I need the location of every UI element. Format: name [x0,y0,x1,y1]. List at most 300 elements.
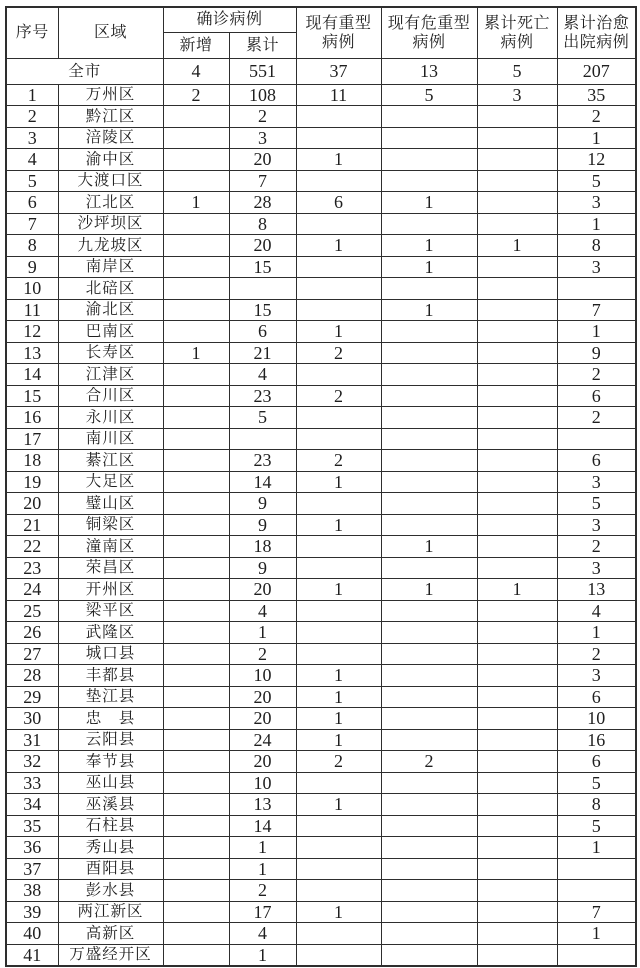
cured-cell: 12 [557,149,636,171]
cumulative-cases-cell: 4 [229,600,296,622]
severe-cases-cell: 2 [296,342,381,364]
seq-cell: 36 [6,837,58,859]
severe-cases-cell [296,106,381,128]
cumulative-cases-cell: 20 [229,149,296,171]
cumulative-cases-cell: 23 [229,450,296,472]
deaths-cell [477,686,557,708]
new-cases-cell [163,901,229,923]
deaths-cell [477,278,557,300]
new-cases-cell [163,450,229,472]
critical-cases-cell [381,514,477,536]
region-cell: 渝中区 [58,149,163,171]
cumulative-cases-cell: 7 [229,170,296,192]
table-row [6,901,636,923]
region-cell: 石柱县 [58,815,163,837]
severe-cases-cell [296,428,381,450]
deaths-cell [477,708,557,730]
cumulative-cases-cell: 23 [229,385,296,407]
new-cases-cell [163,729,229,751]
table-row [6,149,636,171]
severe-cases-cell [296,880,381,902]
new-cases-cell [163,858,229,880]
critical-cases-cell [381,127,477,149]
deaths-cell: 1 [477,235,557,257]
cumulative-cases-cell: 20 [229,235,296,257]
region-cell: 大足区 [58,471,163,493]
table-row [6,278,636,300]
table-row [6,708,636,730]
deaths-cell [477,665,557,687]
deaths-cell [477,493,557,515]
table-header [6,7,636,58]
deaths-cell [477,643,557,665]
table-row [6,342,636,364]
deaths-cell [477,106,557,128]
new-cases-cell [163,514,229,536]
table-row [6,772,636,794]
severe-cases-cell: 1 [296,579,381,601]
new-cases-cell [163,686,229,708]
seq-cell: 30 [6,708,58,730]
cured-cell: 2 [557,643,636,665]
critical-cases-cell [381,342,477,364]
severe-cases-cell [296,858,381,880]
seq-cell: 20 [6,493,58,515]
table-row [6,450,636,472]
cured-cell: 5 [557,493,636,515]
deaths-cell [477,364,557,386]
cured-cell: 6 [557,686,636,708]
region-cell: 万州区 [58,84,163,106]
critical-cases-cell [381,815,477,837]
critical-cases-cell: 1 [381,235,477,257]
column-header-new: 新增 [163,32,229,58]
deaths-cell [477,751,557,773]
critical-cases-cell: 13 [381,58,477,84]
new-cases-cell [163,944,229,966]
cumulative-cases-cell: 8 [229,213,296,235]
column-header-deaths-line2: 病例 [500,33,534,51]
region-cell: 巴南区 [58,321,163,343]
critical-cases-cell [381,600,477,622]
cured-cell: 6 [557,450,636,472]
critical-cases-cell [381,794,477,816]
cumulative-cases-cell: 24 [229,729,296,751]
table-row [6,643,636,665]
cured-cell: 2 [557,407,636,429]
cured-cell: 4 [557,600,636,622]
cumulative-cases-cell: 4 [229,923,296,945]
severe-cases-cell: 1 [296,149,381,171]
deaths-cell [477,815,557,837]
column-header-severe [296,7,381,58]
deaths-cell [477,170,557,192]
new-cases-cell [163,794,229,816]
deaths-cell [477,858,557,880]
seq-cell: 16 [6,407,58,429]
cured-cell: 5 [557,170,636,192]
severe-cases-cell: 2 [296,450,381,472]
column-header-critical-line2: 病例 [412,33,446,51]
severe-cases-cell [296,170,381,192]
column-header-region: 区域 [58,7,163,58]
region-cell: 高新区 [58,923,163,945]
severe-cases-cell [296,493,381,515]
new-cases-cell [163,278,229,300]
region-cell: 巫山县 [58,772,163,794]
table-row [6,471,636,493]
cured-cell: 16 [557,729,636,751]
table-row [6,794,636,816]
deaths-cell: 3 [477,84,557,106]
critical-cases-cell [381,643,477,665]
severe-cases-cell [296,643,381,665]
cumulative-cases-cell: 20 [229,579,296,601]
critical-cases-cell [381,385,477,407]
seq-cell: 21 [6,514,58,536]
seq-cell: 19 [6,471,58,493]
cumulative-cases-cell: 28 [229,192,296,214]
deaths-cell [477,880,557,902]
header-row-1 [6,7,636,32]
severe-cases-cell [296,600,381,622]
cured-cell [557,858,636,880]
critical-cases-cell [381,880,477,902]
seq-cell: 35 [6,815,58,837]
severe-cases-cell: 11 [296,84,381,106]
column-header-critical [381,7,477,58]
table-row [6,686,636,708]
seq-cell: 2 [6,106,58,128]
seq-cell: 15 [6,385,58,407]
severe-cases-cell: 6 [296,192,381,214]
severe-cases-cell: 1 [296,794,381,816]
region-cell: 酉阳县 [58,858,163,880]
critical-cases-cell [381,321,477,343]
deaths-cell [477,256,557,278]
critical-cases-cell [381,213,477,235]
cured-cell: 35 [557,84,636,106]
deaths-cell [477,407,557,429]
new-cases-cell [163,364,229,386]
cured-cell: 6 [557,751,636,773]
cured-cell: 9 [557,342,636,364]
region-cell: 黔江区 [58,106,163,128]
cured-cell: 10 [557,708,636,730]
cured-cell [557,278,636,300]
deaths-cell [477,944,557,966]
cured-cell: 1 [557,213,636,235]
deaths-cell [477,600,557,622]
severe-cases-cell: 1 [296,729,381,751]
new-cases-cell [163,579,229,601]
cured-cell: 8 [557,235,636,257]
region-cell: 南岸区 [58,256,163,278]
severe-cases-cell [296,407,381,429]
severe-cases-cell [296,364,381,386]
region-cell: 万盛经开区 [58,944,163,966]
cumulative-cases-cell: 18 [229,536,296,558]
cumulative-cases-cell: 3 [229,127,296,149]
seq-cell: 5 [6,170,58,192]
table-row [6,192,636,214]
deaths-cell [477,299,557,321]
critical-cases-cell: 1 [381,536,477,558]
region-cell: 两江新区 [58,901,163,923]
critical-cases-cell: 1 [381,192,477,214]
column-header-confirmed-group: 确诊病例 [163,7,296,32]
cumulative-cases-cell: 9 [229,557,296,579]
seq-cell: 27 [6,643,58,665]
cumulative-cases-cell: 6 [229,321,296,343]
deaths-cell [477,923,557,945]
deaths-cell [477,428,557,450]
table-row [6,84,636,106]
column-header-seq: 序号 [6,7,58,58]
cured-cell: 6 [557,385,636,407]
column-header-cured [557,7,636,58]
table-row [6,170,636,192]
region-cell: 丰都县 [58,665,163,687]
deaths-cell [477,901,557,923]
column-header-cumulative: 累计 [229,32,296,58]
table-row [6,256,636,278]
cumulative-cases-cell: 551 [229,58,296,84]
region-cell: 垫江县 [58,686,163,708]
cured-cell: 2 [557,536,636,558]
seq-cell: 40 [6,923,58,945]
critical-cases-cell [381,471,477,493]
table-body [6,58,636,966]
cumulative-cases-cell: 5 [229,407,296,429]
critical-cases-cell [381,149,477,171]
table-row [6,321,636,343]
region-cell: 渝北区 [58,299,163,321]
cured-cell: 1 [557,923,636,945]
seq-cell: 37 [6,858,58,880]
new-cases-cell [163,149,229,171]
region-cell: 合川区 [58,385,163,407]
seq-cell: 29 [6,686,58,708]
severe-cases-cell [296,837,381,859]
deaths-cell [477,536,557,558]
cured-cell: 1 [557,837,636,859]
region-cell: 秀山县 [58,837,163,859]
critical-cases-cell [381,428,477,450]
new-cases-cell [163,708,229,730]
cumulative-cases-cell: 20 [229,751,296,773]
table-row [6,944,636,966]
cured-cell: 7 [557,299,636,321]
table-row [6,729,636,751]
deaths-cell [477,729,557,751]
column-header-severe-line2: 病例 [322,33,356,51]
region-cell: 荣昌区 [58,557,163,579]
severe-cases-cell [296,127,381,149]
region-cell: 武隆区 [58,622,163,644]
table-row [6,880,636,902]
critical-cases-cell [381,686,477,708]
cumulative-cases-cell: 108 [229,84,296,106]
seq-cell: 31 [6,729,58,751]
new-cases-cell [163,772,229,794]
cured-cell: 3 [557,514,636,536]
region-cell: 云阳县 [58,729,163,751]
critical-cases-cell [381,708,477,730]
seq-cell: 7 [6,213,58,235]
region-cell: 铜梁区 [58,514,163,536]
cumulative-cases-cell: 2 [229,106,296,128]
table-row [6,127,636,149]
severe-cases-cell [296,299,381,321]
column-header-deaths [477,7,557,58]
new-cases-cell: 1 [163,192,229,214]
cured-cell: 1 [557,622,636,644]
seq-cell: 17 [6,428,58,450]
severe-cases-cell [296,256,381,278]
new-cases-cell [163,557,229,579]
critical-cases-cell [381,450,477,472]
deaths-cell [477,127,557,149]
seq-cell: 38 [6,880,58,902]
region-cell: 潼南区 [58,536,163,558]
cumulative-cases-cell [229,428,296,450]
severe-cases-cell: 1 [296,471,381,493]
critical-cases-cell [381,493,477,515]
new-cases-cell [163,622,229,644]
cured-cell: 207 [557,58,636,84]
table-row [6,858,636,880]
severe-cases-cell [296,557,381,579]
severe-cases-cell: 37 [296,58,381,84]
new-cases-cell [163,643,229,665]
table-row [6,600,636,622]
cured-cell: 3 [557,665,636,687]
deaths-cell [477,772,557,794]
cumulative-cases-cell: 1 [229,837,296,859]
critical-cases-cell: 5 [381,84,477,106]
new-cases-cell [163,428,229,450]
severe-cases-cell [296,536,381,558]
deaths-cell: 5 [477,58,557,84]
region-cell: 长寿区 [58,342,163,364]
region-cell: 城口县 [58,643,163,665]
cured-cell: 1 [557,127,636,149]
column-header-cured-line1: 累计治愈 [563,14,630,32]
cured-cell [557,880,636,902]
seq-cell: 22 [6,536,58,558]
seq-cell: 14 [6,364,58,386]
seq-cell: 18 [6,450,58,472]
region-cell: 忠 县 [58,708,163,730]
new-cases-cell [163,815,229,837]
critical-cases-cell [381,665,477,687]
new-cases-cell: 2 [163,84,229,106]
new-cases-cell [163,385,229,407]
column-header-deaths-line1: 累计死亡 [484,14,551,32]
deaths-cell [477,192,557,214]
new-cases-cell [163,256,229,278]
cured-cell: 5 [557,815,636,837]
cumulative-cases-cell: 2 [229,880,296,902]
region-cell: 涪陵区 [58,127,163,149]
severe-cases-cell: 1 [296,235,381,257]
region-cell: 綦江区 [58,450,163,472]
cured-cell: 1 [557,321,636,343]
region-cell: 江津区 [58,364,163,386]
deaths-cell [477,622,557,644]
severe-cases-cell: 1 [296,321,381,343]
severe-cases-cell: 1 [296,514,381,536]
cumulative-cases-cell: 17 [229,901,296,923]
deaths-cell [477,213,557,235]
deaths-cell [477,149,557,171]
new-cases-cell [163,235,229,257]
deaths-cell [477,342,557,364]
seq-cell: 10 [6,278,58,300]
cumulative-cases-cell: 13 [229,794,296,816]
seq-cell: 24 [6,579,58,601]
critical-cases-cell: 1 [381,299,477,321]
critical-cases-cell [381,278,477,300]
severe-cases-cell [296,923,381,945]
cumulative-cases-cell: 15 [229,256,296,278]
region-cell: 巫溪县 [58,794,163,816]
seq-cell: 4 [6,149,58,171]
cured-cell: 5 [557,772,636,794]
critical-cases-cell [381,170,477,192]
table-row [6,493,636,515]
seq-cell: 1 [6,84,58,106]
severe-cases-cell [296,213,381,235]
critical-cases-cell [381,729,477,751]
severe-cases-cell: 1 [296,708,381,730]
table-row [6,299,636,321]
cumulative-cases-cell: 20 [229,686,296,708]
seq-cell: 33 [6,772,58,794]
seq-cell: 25 [6,600,58,622]
region-cell: 沙坪坝区 [58,213,163,235]
column-header-cured-line2: 出院病例 [563,33,630,51]
seq-cell: 13 [6,342,58,364]
severe-cases-cell: 1 [296,901,381,923]
region-cell: 大渡口区 [58,170,163,192]
deaths-cell [477,514,557,536]
new-cases-cell [163,299,229,321]
region-cell: 梁平区 [58,600,163,622]
deaths-cell [477,837,557,859]
deaths-cell [477,450,557,472]
cumulative-cases-cell: 20 [229,708,296,730]
severe-cases-cell [296,944,381,966]
new-cases-cell [163,665,229,687]
table-row [6,665,636,687]
severe-cases-cell: 1 [296,686,381,708]
cured-cell: 3 [557,192,636,214]
severe-cases-cell [296,772,381,794]
column-header-critical-line1: 现有危重型 [387,14,471,32]
critical-cases-cell [381,923,477,945]
seq-cell: 41 [6,944,58,966]
new-cases-cell [163,493,229,515]
seq-cell: 11 [6,299,58,321]
cumulative-cases-cell [229,278,296,300]
critical-cases-cell [381,407,477,429]
table-row [6,751,636,773]
table-row [6,407,636,429]
cumulative-cases-cell: 1 [229,944,296,966]
cumulative-cases-cell: 1 [229,858,296,880]
